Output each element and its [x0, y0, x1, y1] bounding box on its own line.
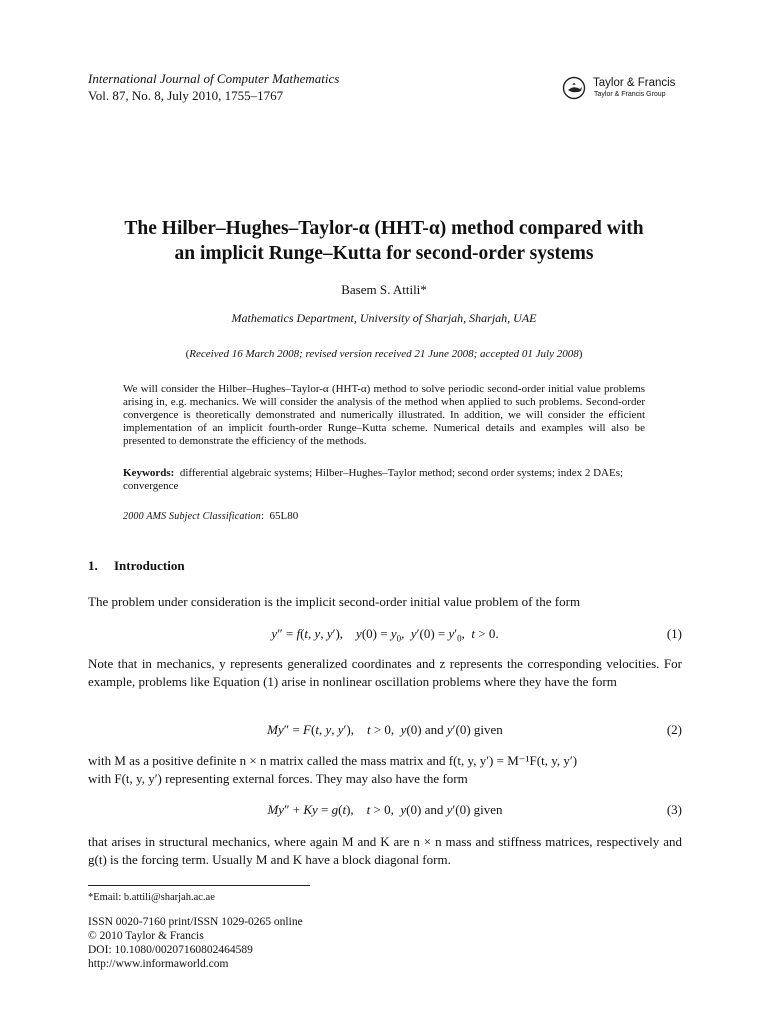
equation-1: [88, 626, 682, 644]
abstract: We will consider the Hilber–Hughes–Taylor-α (HHT-α) method to solve periodic second-order initial value problems arising in, e.g. mechanics. We will consider the analysis of the method when applied to such problems. Second-order convergence is theoretically demonstrated and numerically illustrated. In addition, we will consider the efficient implementation of an implicit fourth-order Runge–Kutta scheme. Numerical details and examples will also be presented to demonstrate the efficiency of the methods.: [123, 383, 645, 447]
journal-name: International Journal of Computer Mathematics: [88, 71, 340, 86]
title-line-1: The Hilber–Hughes–Taylor-α (HHT-α) method compared with: [124, 218, 644, 239]
copyright-line: © 2010 Taylor & Francis: [88, 930, 204, 942]
footnote-email: *Email: b.attili@sharjah.ac.ae: [88, 892, 215, 903]
url-line: http://www.informaworld.com: [88, 958, 229, 970]
equation-1-number: (1): [666, 626, 682, 641]
keywords-text: differential algebraic systems; Hilber–Hughes–Taylor method; second order systems; index 2 DAEs; convergence: [123, 467, 624, 492]
issn-line: ISSN 0020-7160 print/ISSN 1029-0265 online: [88, 916, 303, 928]
doi-line: DOI: 10.1080/00207160802464589: [88, 944, 253, 956]
publisher-group: Taylor & Francis Group: [594, 91, 666, 98]
paragraph-3: [88, 752, 682, 787]
equation-2-body: My″ = F(t, y, y′), t > 0, y(0) and y′(0) given: [267, 722, 503, 737]
ams-classification: 2000 AMS Subject Classification: 65L80: [123, 510, 299, 522]
journal-header: [88, 70, 339, 104]
section-title: Introduction: [114, 558, 185, 573]
equation-3: [88, 802, 682, 820]
equation-3-number: (3): [666, 802, 682, 817]
section-heading: [88, 558, 185, 574]
section-number: 1.: [88, 558, 98, 573]
publisher-logo: [562, 76, 692, 102]
title-line-2: an implicit Runge–Kutta for second-order systems: [174, 243, 594, 264]
ams-label: 2000 AMS Subject Classification: [123, 511, 261, 522]
keywords: [123, 467, 645, 493]
paragraph-1: The problem under consideration is the implicit second-order initial value problem of the form: [88, 594, 581, 609]
keywords-label: Keywords:: [123, 467, 175, 479]
received-text: Received 16 March 2008; revised version received 21 June 2008; accepted 01 July 2008: [189, 348, 579, 360]
footnote-rule: [88, 885, 310, 886]
equation-1-body: y″ = f(t, y, y′), $y(0) = y_0$, $y'(0) = y'_0$, t > 0.: [271, 626, 499, 644]
equation-2-number: (2): [666, 722, 682, 737]
paragraph-3-line-2: with F(t, y, y′) representing external forces. They may also have the form: [88, 770, 468, 786]
equation-3-body: My″ + Ky = g(t), t > 0, y(0) and y′(0) given: [267, 802, 503, 817]
lamp-icon: [562, 76, 590, 100]
paragraph-3-line-1: with M as a positive definite n × n matrix called the mass matrix and f(t, y, y′) = M⁻¹F(t, y, y′): [88, 753, 578, 768]
journal-volume: Vol. 87, No. 8, July 2010, 1755–1767: [88, 88, 284, 103]
issn-block: [88, 915, 303, 971]
ams-code: 65L80: [269, 510, 299, 522]
author: Basem S. Attili*: [341, 282, 427, 297]
publisher-name: Taylor & Francis: [593, 77, 676, 89]
paragraph-2: Note that in mechanics, y represents generalized coordinates and z represents the corresponding velocities. For example, problems like Equation (1) arise in nonlinear oscillation problems where they have the form: [88, 656, 682, 689]
received-dates: (Received 16 March 2008; revised version received 21 June 2008; accepted 01 July 2008): [185, 348, 583, 360]
equation-2: [88, 722, 682, 740]
affiliation: Mathematics Department, University of Sharjah, Sharjah, UAE: [231, 311, 537, 325]
paper-title: [60, 216, 708, 266]
paragraph-4: that arises in structural mechanics, where again M and K are n × n mass and stiffness matrices, respectively and g(t) is the forcing term. Usually M and K have a block diagonal form.: [88, 834, 682, 867]
